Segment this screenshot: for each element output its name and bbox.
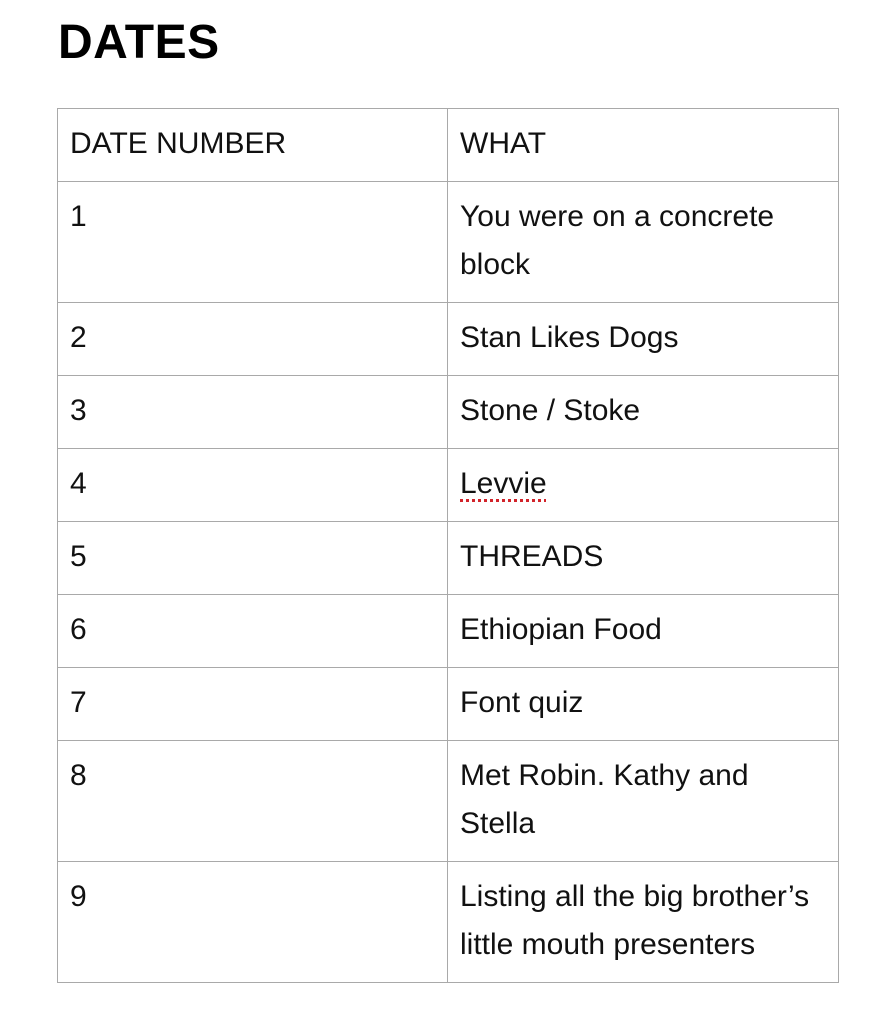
page-title: DATES [58, 16, 220, 69]
cell-what[interactable]: You were on a concrete block [448, 182, 839, 303]
cell-what[interactable]: Ethiopian Food [448, 595, 839, 668]
cell-date-number[interactable]: 8 [58, 741, 448, 862]
cell-date-number[interactable]: 4 [58, 449, 448, 522]
dates-table [57, 108, 839, 983]
cell-what[interactable] [448, 449, 839, 522]
header-date-number[interactable]: DATE NUMBER [58, 109, 448, 182]
header-what[interactable]: WHAT [448, 109, 839, 182]
cell-what[interactable]: Font quiz [448, 668, 839, 741]
misspelled-word[interactable]: Levvie [460, 467, 547, 500]
table-header-row [58, 109, 839, 182]
cell-what[interactable]: Stone / Stoke [448, 376, 839, 449]
cell-date-number[interactable]: 9 [58, 862, 448, 983]
cell-date-number[interactable]: 7 [58, 668, 448, 741]
table-row [58, 376, 839, 449]
table-row [58, 182, 839, 303]
cell-date-number[interactable]: 3 [58, 376, 448, 449]
cell-what[interactable]: THREADS [448, 522, 839, 595]
cell-date-number[interactable]: 6 [58, 595, 448, 668]
table-row [58, 595, 839, 668]
cell-date-number[interactable]: 2 [58, 303, 448, 376]
table-row [58, 449, 839, 522]
table-row [58, 668, 839, 741]
cell-what[interactable]: Met Robin. Kathy and Stella [448, 741, 839, 862]
cell-date-number[interactable]: 5 [58, 522, 448, 595]
table-row [58, 303, 839, 376]
table-row [58, 862, 839, 983]
table-row [58, 522, 839, 595]
cell-what[interactable]: Listing all the big brother’s little mouth presenters [448, 862, 839, 983]
table-row [58, 741, 839, 862]
cell-date-number[interactable]: 1 [58, 182, 448, 303]
cell-what[interactable]: Stan Likes Dogs [448, 303, 839, 376]
